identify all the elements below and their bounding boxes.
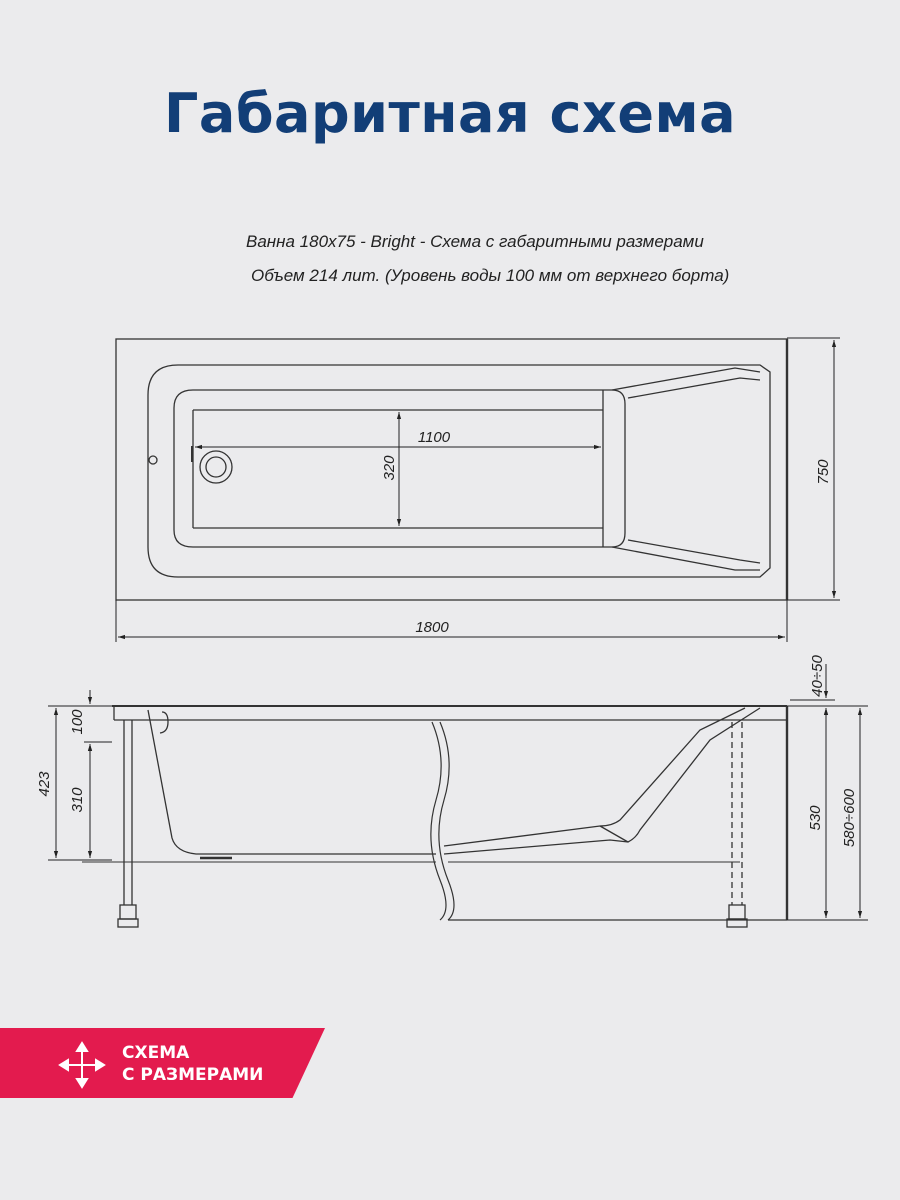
label-inner-width: 320 [381, 455, 398, 481]
label-leg-height: 530 [807, 805, 824, 831]
label-inner-length: 1100 [417, 429, 451, 446]
right-leg-foot [729, 905, 745, 919]
label-length: 1800 [415, 619, 449, 636]
label-depth: 310 [69, 787, 86, 813]
label-total-height: 423 [36, 771, 53, 797]
drain-inner-ring [206, 457, 226, 477]
label-width: 750 [815, 459, 832, 485]
label-total-with-legs: 580÷600 [841, 788, 858, 848]
tub-inner-rim [148, 365, 770, 577]
badge-label [122, 1042, 263, 1086]
diagram-subtitle-volume: Объем 214 лит. (Уровень воды 100 мм от верхнего борта) [251, 266, 730, 285]
top-view [116, 339, 787, 600]
badge-line-2: С РАЗМЕРАМИ [122, 1065, 264, 1085]
overflow-cap [160, 712, 168, 733]
diagram-subtitle-model: Ванна 180x75 - Bright - Схема с габаритными размерами [246, 232, 704, 251]
page-title: Габаритная схема [163, 82, 737, 145]
side-view [82, 706, 787, 927]
overflow-hole [149, 456, 157, 464]
four-way-arrows-icon [58, 1041, 106, 1089]
drain-outer-ring [200, 451, 232, 483]
label-rim: 40÷50 [809, 655, 826, 697]
left-leg-foot [120, 905, 136, 919]
tub-bowl-left-wall [148, 710, 436, 854]
label-water-gap: 100 [69, 709, 86, 735]
badge-line-1: СХЕМА [122, 1043, 190, 1063]
left-leg-base [118, 919, 138, 927]
